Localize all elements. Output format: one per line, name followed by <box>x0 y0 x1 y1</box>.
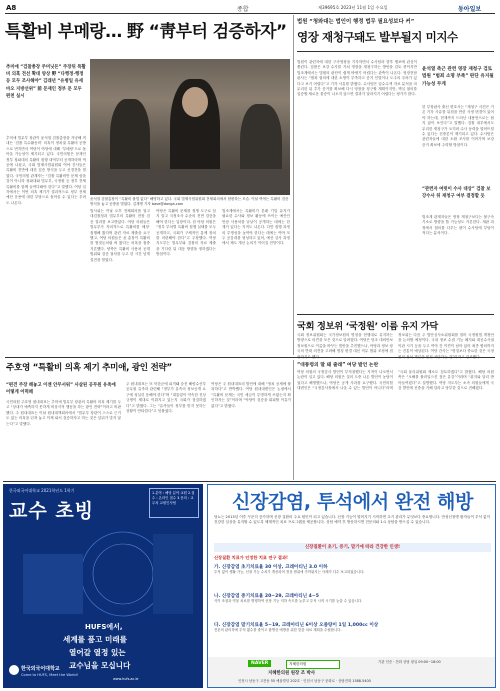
column-divider-2 <box>293 360 294 480</box>
story3-headline: 국회 정보위 ‘국정원’ 이름 유지 가닥 <box>297 321 438 332</box>
header-rule <box>5 13 495 14</box>
page-number: A8 <box>6 4 17 12</box>
ad2-subhead: 신장질환 치료가 인정한 치료 연구 결과! <box>214 555 288 560</box>
story2-summary-box: 윤석열 측근 관련 영장 재청구 검토 법원 “범죄 소명 부족” 판단 유지될 가능성 무게 <box>422 67 494 87</box>
story2-body-col3: 법조계 관계자들은 영장 재청구보다는 불구속 기소로 방향을 틀 가능성도 거론한다. 재판 과정에서 혐의를 다투는 편이 수사팀에 부담이 적다는 분석이다. <box>422 215 494 236</box>
ad1-copy-3: 열어갈 열정 있는 <box>69 648 126 657</box>
ad1-graphic <box>3 524 203 619</box>
ad2-search-box[interactable]: 지혜한의원 <box>286 660 340 669</box>
ad2-contact-info: 기관 인증 · 전화 상담 평일 09:00~18:00 <box>378 660 441 664</box>
story1-body-col3: 야당은 특활비 문제를 정쟁 도구로 삼지 말고 국정조사 수준의 전면 검증을 해야 한다는 입장이다. 한 야당 의원은 “정부 부처별 특활비 집행 실태를 모두 공개하고, 국회가 구체적인 통제 장치를 마련해야 한다”고 주장했다. 여당 지도부는 법무부와 검찰의 자료 제출을 기다린 뒤 대응 방향을 정하겠다는 방침이다. <box>156 209 216 257</box>
ad1-top-text: 한국외국어대학교 2021학년도 1학기 <box>9 488 75 493</box>
ad1-info-box: 1.분야 : 해당 분야 교원 2.접수 : 온라인 접수 3.문의 : 교무처 교원인사팀 <box>149 488 199 518</box>
section-name: 종합 <box>237 6 249 13</box>
ad2-highlight-band: 신장질환이 초기, 중기, 말기에 따라 건강한 인생! <box>214 543 491 552</box>
ad1-copy-1: HUFS에서, <box>85 623 123 631</box>
ad2-clinic-name: 지혜한의원 원장 조 박사 <box>268 671 316 676</box>
story4-body-col3: 여당은 주 원내대표의 발언에 대해 “정치 공세에 불과하다”고 반박했다. 여당 원내대변인은 논평에서 “특활비 문제는 국민 세금이 투명하게 쓰였는지 확인하자는 것”이라며 “야당이 검증을 회피할 이유가 없다”고 밝혔다. <box>211 382 291 408</box>
story1-body-col1: 추미애 법무부 장관이 윤석열 검찰총장을 겨냥해 꺼내든 ‘검찰 특수활동비’ 의혹이 정치권 특활비 공방으로 번지면서 여당이 야당에 대해 ‘부메랑’으로 돌아올 가능성이 제기되고 있다. 국민의힘은 문재인 정부 청와대의 특활비 집행 내역부터 공개하라며 역공에 나섰고, 국회 법제사법위원회 여야 간사들은 특활비 전반에 대한 검증 방식을 두고 신경전을 벌였다. 국민의힘 관계자는 “검찰 특활비만 문제 삼을 것이 아니라 청와대와 법무부, 국정원 등 정부 전체 특활비를 함께 들여다봐야 한다”고 말했다. 여당 일각에서는 이번 의혹 제기가 결과적으로 정부 전체 예산 운용에 대한 부담으로 돌아올 수 있다는 우려도 나온다. <box>6 136 86 205</box>
story1-lead: 추미애 “검찰총장 주머닛돈” 주장뒤 특활비 의혹 전선 확대 양상 野 “다행정·행정 등 모두 조사해야” 김래년 “유병일 유세마오 지방선위” 前 문재인 정부 문 모두 편천 실시 <box>6 65 86 99</box>
ad1-title: 교수 초빙 <box>9 500 95 522</box>
story2-body-col2: 한 부장판사 출신 변호사는 “재청구 사건은 기존 기각 사유를 뒤집을 만한 사정 변경이 있어야 하는데, 현재까지 드러난 내용만으로는 쉽지 않아 보인다”고 말했다. 검찰 내부에서도 무리한 재청구가 오히려 수사 동력을 떨어뜨릴 수 있다는 신중론이 제기되고 있다. 수사팀은 관련자들에 대한 소환 조사를 이어가며 보강 증거 확보에 주력할 방침이다. <box>422 105 494 147</box>
naver-logo: NAVER <box>248 660 271 667</box>
story4-side-body: 여당 의원의 국정감사 발언이 부적절했다는 지적이 나오면서 논란이 일고 있다. 해당 의원은 질의 도중 나온 발언이 농담이었다고 해명했으나, 야당은 공개 사과를 요구했다. 국민의힘 대변인은 “국정감사장에서 나올 수 있는 발언이 아니다”라며 “국회 윤리위원회 제소도 검토하겠다”고 밝혔다. 해당 의원 측은 “오해를 불러일으킨 점은 유감”이라며 “취지와 달리 받아들여졌다”고 설명했다. 여당 지도부는 소속 의원들에게 국감 발언에 신중을 기해 달라고 당부한 것으로 전해졌다. <box>297 370 494 391</box>
ad2-item-2-head: 나. 신장감염 중기치료율 20~29, 크레아티닌 4~5 <box>214 594 319 599</box>
story2-kicker: 법원 “청와대는 법인이 행정 법무 필요성보다 커” <box>297 19 415 25</box>
column-divider <box>293 15 294 355</box>
ad2-item-1 <box>214 564 491 575</box>
ad2-item-1-head: 가. 신장감염 초기치료율 30 이상, 크레아티닌 3.0 이하 <box>214 565 328 570</box>
news-photo <box>90 59 290 195</box>
ad2-description: 당뇨는 2013년 이후 꾸준히 증가하며 신장 질환의 주요 원인이 되고 있습니다. 신장 기능이 떨어지기 시작하면 초기 관리가 무엇보다 중요합니다. 만성신장병 환자들이 투석 없이 건강한 일상을 유지할 수 있도록 체계적인 치료 프로그램을 제공합니다. 상담 예약 후 방문하시면 전문의와 1:1 상담을 받으실 수 있습니다. <box>214 515 491 525</box>
ad1-block-right <box>153 534 193 614</box>
ad1-website: www.hufs.ac.kr <box>113 677 139 681</box>
clinic-ad[interactable] <box>207 484 496 688</box>
story1-body-col4: 법조계에서는 특활비가 본래 기밀 유지가 필요한 수사와 정보 활동에 쓰이는 예산인 만큼 사용처를 낱낱이 공개하는 데에는 한계가 있다는 지적도 나온다. 다만 집행 과정의 투명성을 높여야 한다는 데에는 여야 모두 공감대를 형성하고 있어, 예산 심사 과정에서 제도 개선 논의가 이어질 전망이다. <box>222 209 290 246</box>
story2-subhead: “관련자 여럿이 수사 대상” 검찰 보강수사 뒤 재청구 여부 결정할 듯 <box>422 187 491 199</box>
photo-caption: 윤석열 검찰총장이 “특활비 불법 없다” 해명하고 있다. 국회 법제사법위원회 전체회의에서 답변하는 모습. 이날 여야는 특활비 검증 방식을 놓고 공방을 벌였다. 김재명 기자 base@donga.com <box>90 197 289 206</box>
photo-face <box>182 87 208 117</box>
ad2-item-1-body: 투석 없이 생활 가능, 신장 기능 수치가 개선되어 정상 범위에 가까워지는 사례가 다수 보고되었습니다. <box>214 570 365 574</box>
ad1-block <box>23 554 83 614</box>
story1-body-col2: 법사위는 이날 오후 전체회의를 열고 대검찰청과 법무부의 특활비 현장 검증 결과를 보고받았다. 야당 의원들은 법무부가 자의적으로 특활비를 배정·집행해 왔다며 관련 자료 제출을 요구했고, 여당 의원들은 윤 총장이 특활비를 쌈짓돈처럼 써 왔다는 의혹을 집중 거론했다. 양측은 특활비 사용처 공개 범위와 검증 절차를 두고 한 시간 넘게 설전을 벌였다. <box>90 209 150 262</box>
ad1-copy-4: 교수님을 모십니다 <box>69 661 131 670</box>
photo-desk <box>90 169 290 195</box>
story3-rule <box>297 314 494 315</box>
story3-body-col2: 정보위는 다음 주 법안심사소위원회를 열어 국정원법 개정안을 논의할 예정이다. 국내 정보 수집 기능 폐지와 대공수사권 이관 시기 등을 두고 여야 간 이견이 남아 있어 최종 합의까지는 진통이 예상된다. 여당 간사는 “명칭보다 중요한 것은 국정 <box>398 333 494 354</box>
ad2-item-2-body: 식이 조절과 약물 치료를 병행하여 신장 기능 저하 속도를 늦추고 투석 시작 시기를 늦출 수 있습니다. <box>214 599 363 603</box>
story2-body-col1: 법원이 관련자에 대한 구속영장을 기각하면서 수사팀의 향후 행보에 관심이 쏠린다. 검찰은 보강 수사를 거쳐 영장을 재청구하는 방안을 검토 중이지만 법조계에서는 법원의 판단이 쉽게 바뀌기 어렵다는 관측이 나온다. 영장전담 판사는 “범죄 혐의에 대한 소명이 부족하고 증거 인멸이나 도주의 우려가 있다고 보기 어렵다”고 기각 사유를 밝혔다. 수사팀은 압수수색 자료 분석을 마무리한 뒤 추가 증거를 확보해 다시 영장을 청구할 계획이지만, 핵심 혐의를 입증할 새로운 물증이 나오지 않으면 결과가 달라지기 어렵다는 평가가 많다. <box>297 60 417 97</box>
story2-headline: 영장 재청구돼도 발부될지 미지수 <box>297 30 458 44</box>
story3-body-col1: 국회 정보위원회는 국가정보원의 명칭을 현행대로 유지하는 방향으로 의견을 모은 것으로 알려졌다. 여당은 당초 대외안보정보원으로 이름을 바꾸는 법안을 추진했으나, 야당과 정보 당국의 반대 의견을 고려해 명칭 변경 대신 직무 범위 조정에 집 <box>297 333 393 354</box>
ad1-circle-inner <box>93 544 153 604</box>
ad2-item-3-body: 전문의 관리하에 투석 횟수를 줄이고 합병증 예방을 위한 맞춤 치료 계획을 수립합니다. <box>214 628 342 632</box>
story4-headline: 주호영 “특활비 의혹 제기 추미애, 광인 전략” <box>6 363 172 373</box>
story4-body-col2: 주 원내대표는 또 북한군에 피격돼 숨진 해양수산부 공무원 유족과 관련해 “정부가 유족의 정보공개 요구에 성실히 응해야 한다”며 “대통령이 약속한 진상 규명이 제대로 이뤄지고 있는지 국회가 점검하겠다”고 밝혔다. 그는 “유족들이 정부를 믿지 못하는 상황이 안타깝다”고 덧붙였다. <box>126 382 207 414</box>
issue-date: 제39695호 2023년 11월 1일 수요일 <box>318 5 388 10</box>
university-ad[interactable] <box>3 484 203 688</box>
ad-rule <box>3 481 496 482</box>
story4-side-headline: “대통령의 딸 돼 줄래” 여당 발언 논란 <box>297 363 379 368</box>
university-seal-icon <box>9 665 19 675</box>
masthead-logo: 동아일보 <box>458 6 482 13</box>
section-rule <box>5 357 495 358</box>
ad1-circle-outer <box>81 532 165 616</box>
ad2-title: 신장감염, 투석에서 완전 해방 <box>232 491 473 513</box>
ad1-slogan: Come to HUFS, Meet the World! <box>21 673 79 677</box>
ad1-copy-2: 세계를 품고 미래를 <box>63 635 127 644</box>
ad2-item-3-head: 다. 신장감염 말기치료율 5~19, 크레아티닌 6이상 오줌량이 1일 1,000cc 이상 <box>214 623 379 628</box>
story4-subhead: “편견 주장 해놓고 이젠 안무서워” 사살된 공무원 유족에 어떻게 어떡해 <box>6 383 116 395</box>
ad2-address: 인천시 남동구 고잔동 55 예솔빌딩 202호 · 인천시 남동구 문화로 · 상담전화 1588-5400 <box>238 679 371 683</box>
story1-headline: 특활비 부메랑… 野 “靑부터 검증하자” <box>5 22 287 42</box>
ad1-org-name: 한국외국어대학교 <box>21 666 60 672</box>
story4-body-col1: 국민의힘 주호영 원내대표는 추미애 법무부 장관의 특활비 의혹 제기를 두고 “상대가 예측하지 못하게 비상식적 행동을 하는 광인 전략”이라고 비판했다. 주 원내대표는 이날 원내대책회의에서 “법무부 장관이 스스로 근거도 없는 의혹을 던져 놓고 이제 와서 검증하자고 하는 것은 앞뒤가 맞지 않는다”고 말했다. <box>6 400 121 426</box>
story2-rule <box>297 51 494 52</box>
ad2-item-2 <box>214 593 491 604</box>
ad2-item-3 <box>214 622 491 633</box>
